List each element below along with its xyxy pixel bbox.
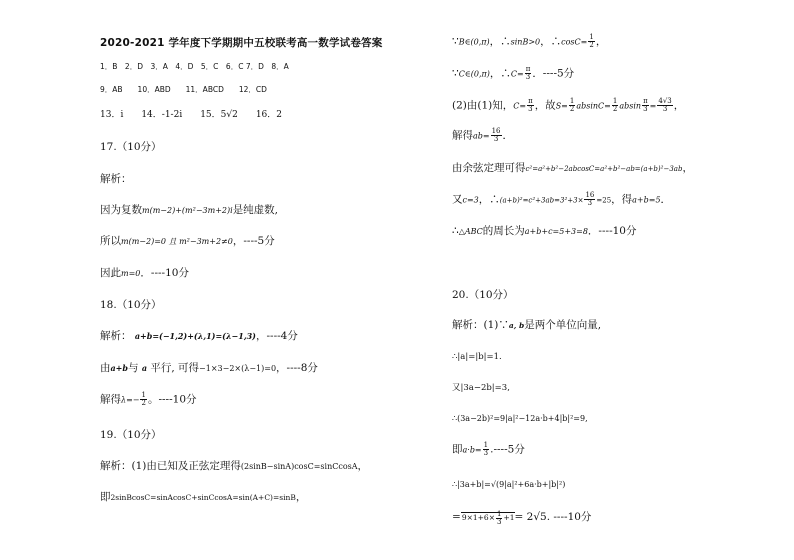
q19c-4-fraction: [491, 128, 502, 143]
q19c-3-frac-5: [657, 98, 672, 113]
q19c-7-expr2: a+b+c=5+3=8: [524, 227, 588, 236]
q19c-7-a: ∴: [452, 225, 459, 237]
q19c-5-expr: c²=a²+b²−2abcosC=a²+b²−ab=(a+b)²−3ab: [525, 165, 683, 173]
q17-heading: 17.（10分）: [100, 141, 162, 153]
q20-line-5: [452, 442, 525, 458]
q20-7-expr: 9×1+6×: [461, 513, 495, 522]
q19-line-2-text: 即: [100, 491, 111, 503]
q19c-2-c: ．----5分: [532, 67, 575, 80]
q18-line-1-text-b: ，----4分: [255, 330, 298, 342]
q19c-6-expr2: (a+b)²=c²+3ab=3²+3×: [499, 196, 584, 205]
q19c-3-s3n: π: [643, 97, 648, 105]
q19c-2-expr: C∈(0,π): [458, 69, 490, 79]
q19c-1-a: ∵: [452, 35, 459, 48]
q19-cont-line-1: [452, 34, 606, 50]
q20-5-num: 1: [483, 441, 489, 449]
q19c-2-den: 3: [525, 73, 531, 81]
q19c-3-frac-1: [527, 98, 534, 113]
q19c-6-d: ．: [660, 193, 672, 206]
q18-line-3-fraction: [140, 392, 146, 407]
q19c-4-b: ．: [502, 129, 514, 142]
q19c-3-frac-4: [642, 98, 649, 113]
q19c-6-den: 3: [587, 199, 593, 207]
q19c-3-expr: C=: [513, 101, 527, 111]
q19c-3-a: (2)由(1)知，: [452, 99, 514, 112]
q19c-6-b: ，∴: [478, 193, 500, 206]
q18-line-3-text: 解得: [100, 393, 121, 406]
q20-line-6: ∴|3a+b|=√(9|a|²+6a·b+|b|²): [452, 480, 566, 489]
q18-line-2-text-b: 与: [127, 362, 139, 374]
q20-line-7: [452, 510, 591, 526]
q20-1-a: 解析：(1)∵: [452, 319, 509, 331]
q19c-7-c: ．----10分: [587, 225, 637, 237]
q19c-1-expr2: sinB>0: [510, 37, 541, 47]
q19c-3-b: ，故: [534, 99, 556, 112]
q19-cont-line-6: [452, 192, 671, 208]
q18-line-2-expr-1: a+b: [110, 363, 128, 373]
q19c-1-d: ，: [595, 35, 607, 48]
q19c-3-s4n: 4√3: [658, 97, 672, 105]
q19c-6-expr: c=3: [462, 195, 479, 205]
q18-line-2-expr-3: −1×3−2×(λ−1)=0: [199, 364, 277, 373]
q19c-3-s2n: 1: [612, 97, 618, 105]
q19c-4-expr: ab=: [473, 131, 490, 141]
q19c-6-fraction: [584, 192, 595, 207]
q19c-1-c: ，∴: [540, 35, 562, 48]
q19c-4-den: 3: [493, 135, 499, 143]
q17-line-3-expr: m=0: [121, 269, 141, 278]
q19c-3-expr5: =: [649, 101, 657, 111]
q20-line-2: ∴|a|=|b|=1.: [452, 352, 502, 362]
q20-heading: 20.（10分）: [452, 289, 514, 301]
q18-line-2-text-d: ，----8分: [276, 362, 318, 374]
q18-line-2-expr-2: a: [141, 363, 148, 373]
q20-7-b: = 2√5. ----10分: [514, 511, 592, 523]
q17-line-2: [100, 234, 275, 249]
q20-line-4: ∴(3a−2b)²=9|a|²−12a·b+4|b|²=9,: [452, 414, 588, 423]
page-title: 2020-2021 学年度下学期期中五校联考高一数学试卷答案: [100, 37, 383, 49]
q20-5-fraction: [483, 442, 489, 457]
q18-frac-den: 2: [141, 399, 146, 407]
q17-analysis-label: 解析：: [100, 173, 132, 185]
q18-line-3: [100, 392, 197, 408]
q19-line-1-text: 解析：(1)由已知及正弦定理得: [100, 460, 241, 472]
q19c-3-num: π: [528, 97, 533, 105]
q19c-7-expr: △ABC: [458, 227, 483, 236]
q17-line-3-text-b: ．----10分: [140, 267, 189, 279]
q19c-6-c: ，得: [611, 193, 633, 206]
q17-line-3-text: 因此: [100, 267, 121, 279]
q19c-6-num: 16: [585, 191, 595, 199]
q20-5-b: .----5分: [490, 443, 525, 456]
q19c-2-a: ∵: [452, 67, 459, 80]
q19c-3-s1n: 1: [569, 97, 575, 105]
q20-5-a: 即: [452, 443, 463, 456]
fill-answers-row: 13．i 14．-1-2i 15．5√2 16．2: [100, 110, 283, 120]
q17-line-1: [100, 203, 278, 218]
q19c-1-den: 2: [589, 41, 594, 49]
q20-7-num: 1: [496, 509, 502, 518]
q19c-2-expr2: C=: [510, 69, 524, 79]
q19-cont-line-2: [452, 66, 574, 82]
q18-line-1-expr: a+b=(−1,2)+(λ,1)=(λ−1,3): [134, 331, 256, 341]
q19c-1-b: ，∴: [489, 35, 511, 48]
q19c-3-s4d: 3: [662, 105, 668, 113]
q19c-6-expr3: =25: [596, 196, 612, 205]
q17-line-1-text: 因为复数: [100, 204, 142, 216]
q19c-3-frac-3: [612, 98, 618, 113]
q18-line-2-text-c: 平行, 可得: [150, 362, 200, 374]
q17-line-1-expr: m(m−2)+(m²−3m+2)i: [142, 206, 233, 215]
choice-answers-row-2: 9．AB 10．ABD 11．ABCD 12．CD: [100, 85, 267, 94]
q19c-1-fraction: [588, 34, 594, 49]
q19c-1-num: 1: [589, 33, 594, 41]
q19c-3-s1d: 2: [569, 105, 575, 113]
q20-7-a: =: [452, 511, 461, 523]
q19c-2-fraction: [525, 66, 532, 81]
q19c-1-expr: B∈(0,π): [458, 37, 490, 47]
q17-line-2-text-b: ，----5分: [232, 235, 275, 247]
q19c-5-b: ，: [682, 162, 693, 174]
q19c-1-expr3: cosC=: [561, 37, 588, 47]
q20-7-fraction: [496, 511, 502, 526]
q19-heading: 19.（10分）: [100, 429, 162, 441]
q18-heading: 18.（10分）: [100, 299, 162, 311]
q17-line-3: [100, 266, 189, 281]
q19c-6-a: 又: [452, 193, 463, 206]
q19c-2-num: π: [525, 65, 531, 73]
q20-line-3: 又|3a−2b|=3,: [452, 383, 510, 393]
q19-cont-line-4: [452, 128, 513, 144]
q19c-3-s3d: 3: [643, 105, 648, 113]
q20-7-radicand: [461, 509, 515, 526]
q19-line-1: [100, 459, 368, 474]
q18-frac-num: 1: [141, 391, 146, 399]
q20-7-den: 3: [496, 517, 502, 526]
q19c-4-a: 解得: [452, 129, 473, 142]
q19c-4-num: 16: [491, 127, 501, 135]
q18-line-3-expr: λ=−: [121, 395, 140, 405]
q19c-3-den: 3: [528, 105, 533, 113]
q18-line-2-text: 由: [100, 362, 111, 374]
q18-line-1: [100, 329, 298, 343]
q19-cont-line-7: [452, 224, 636, 239]
q19-cont-line-3: [452, 98, 684, 114]
q19-line-1-expr: (2sinB−sinA)cosC=sinCcosA: [240, 462, 358, 471]
choice-answers-row-1: 1．B 2．D 3．A 4．D 5．C 6．C 7．D 8．A: [100, 62, 289, 71]
q20-5-den: 3: [483, 449, 489, 457]
q20-7-expr2: +1: [503, 513, 515, 522]
q17-line-1-text-b: 是纯虚数,: [232, 204, 279, 216]
q19c-3-frac-2: [569, 98, 575, 113]
q17-line-2-expr: m(m−2)=0 且 m²−3m+2≠0: [121, 237, 233, 246]
q19c-3-expr4: absin: [619, 101, 642, 111]
q19-line-2-text-b: ，: [295, 491, 307, 503]
q19c-3-expr2: S=: [555, 101, 568, 111]
q20-5-expr: a·b=: [462, 445, 482, 455]
q19c-3-s2d: 2: [612, 105, 618, 113]
q18-line-2: [100, 361, 318, 376]
q20-line-1: [452, 318, 601, 333]
q19-line-2: [100, 490, 306, 505]
q19c-7-b: 的周长为: [482, 225, 525, 237]
q20-1-b: 是两个单位向量,: [524, 319, 602, 331]
q19c-6-expr4: a+b=5: [632, 195, 661, 205]
q19c-3-c: ，: [673, 99, 685, 112]
q19-cont-line-5: [452, 161, 693, 176]
q19-line-1-text-b: ，: [357, 460, 369, 472]
q17-line-2-text: 所以: [100, 235, 121, 247]
q18-line-1-text: 解析：: [100, 330, 132, 342]
q18-line-3-text-b: 。----10分: [147, 393, 197, 406]
q20-1-expr: a, b: [508, 321, 525, 330]
q19c-3-expr3: absinC=: [576, 101, 611, 111]
q19c-2-b: ，∴: [489, 67, 511, 80]
q19-line-2-expr: 2sinBcosC=sinAcosC+sinCcosA=sin(A+C)=sinB: [110, 493, 296, 502]
q19c-5-a: 由余弦定理可得: [452, 162, 526, 174]
